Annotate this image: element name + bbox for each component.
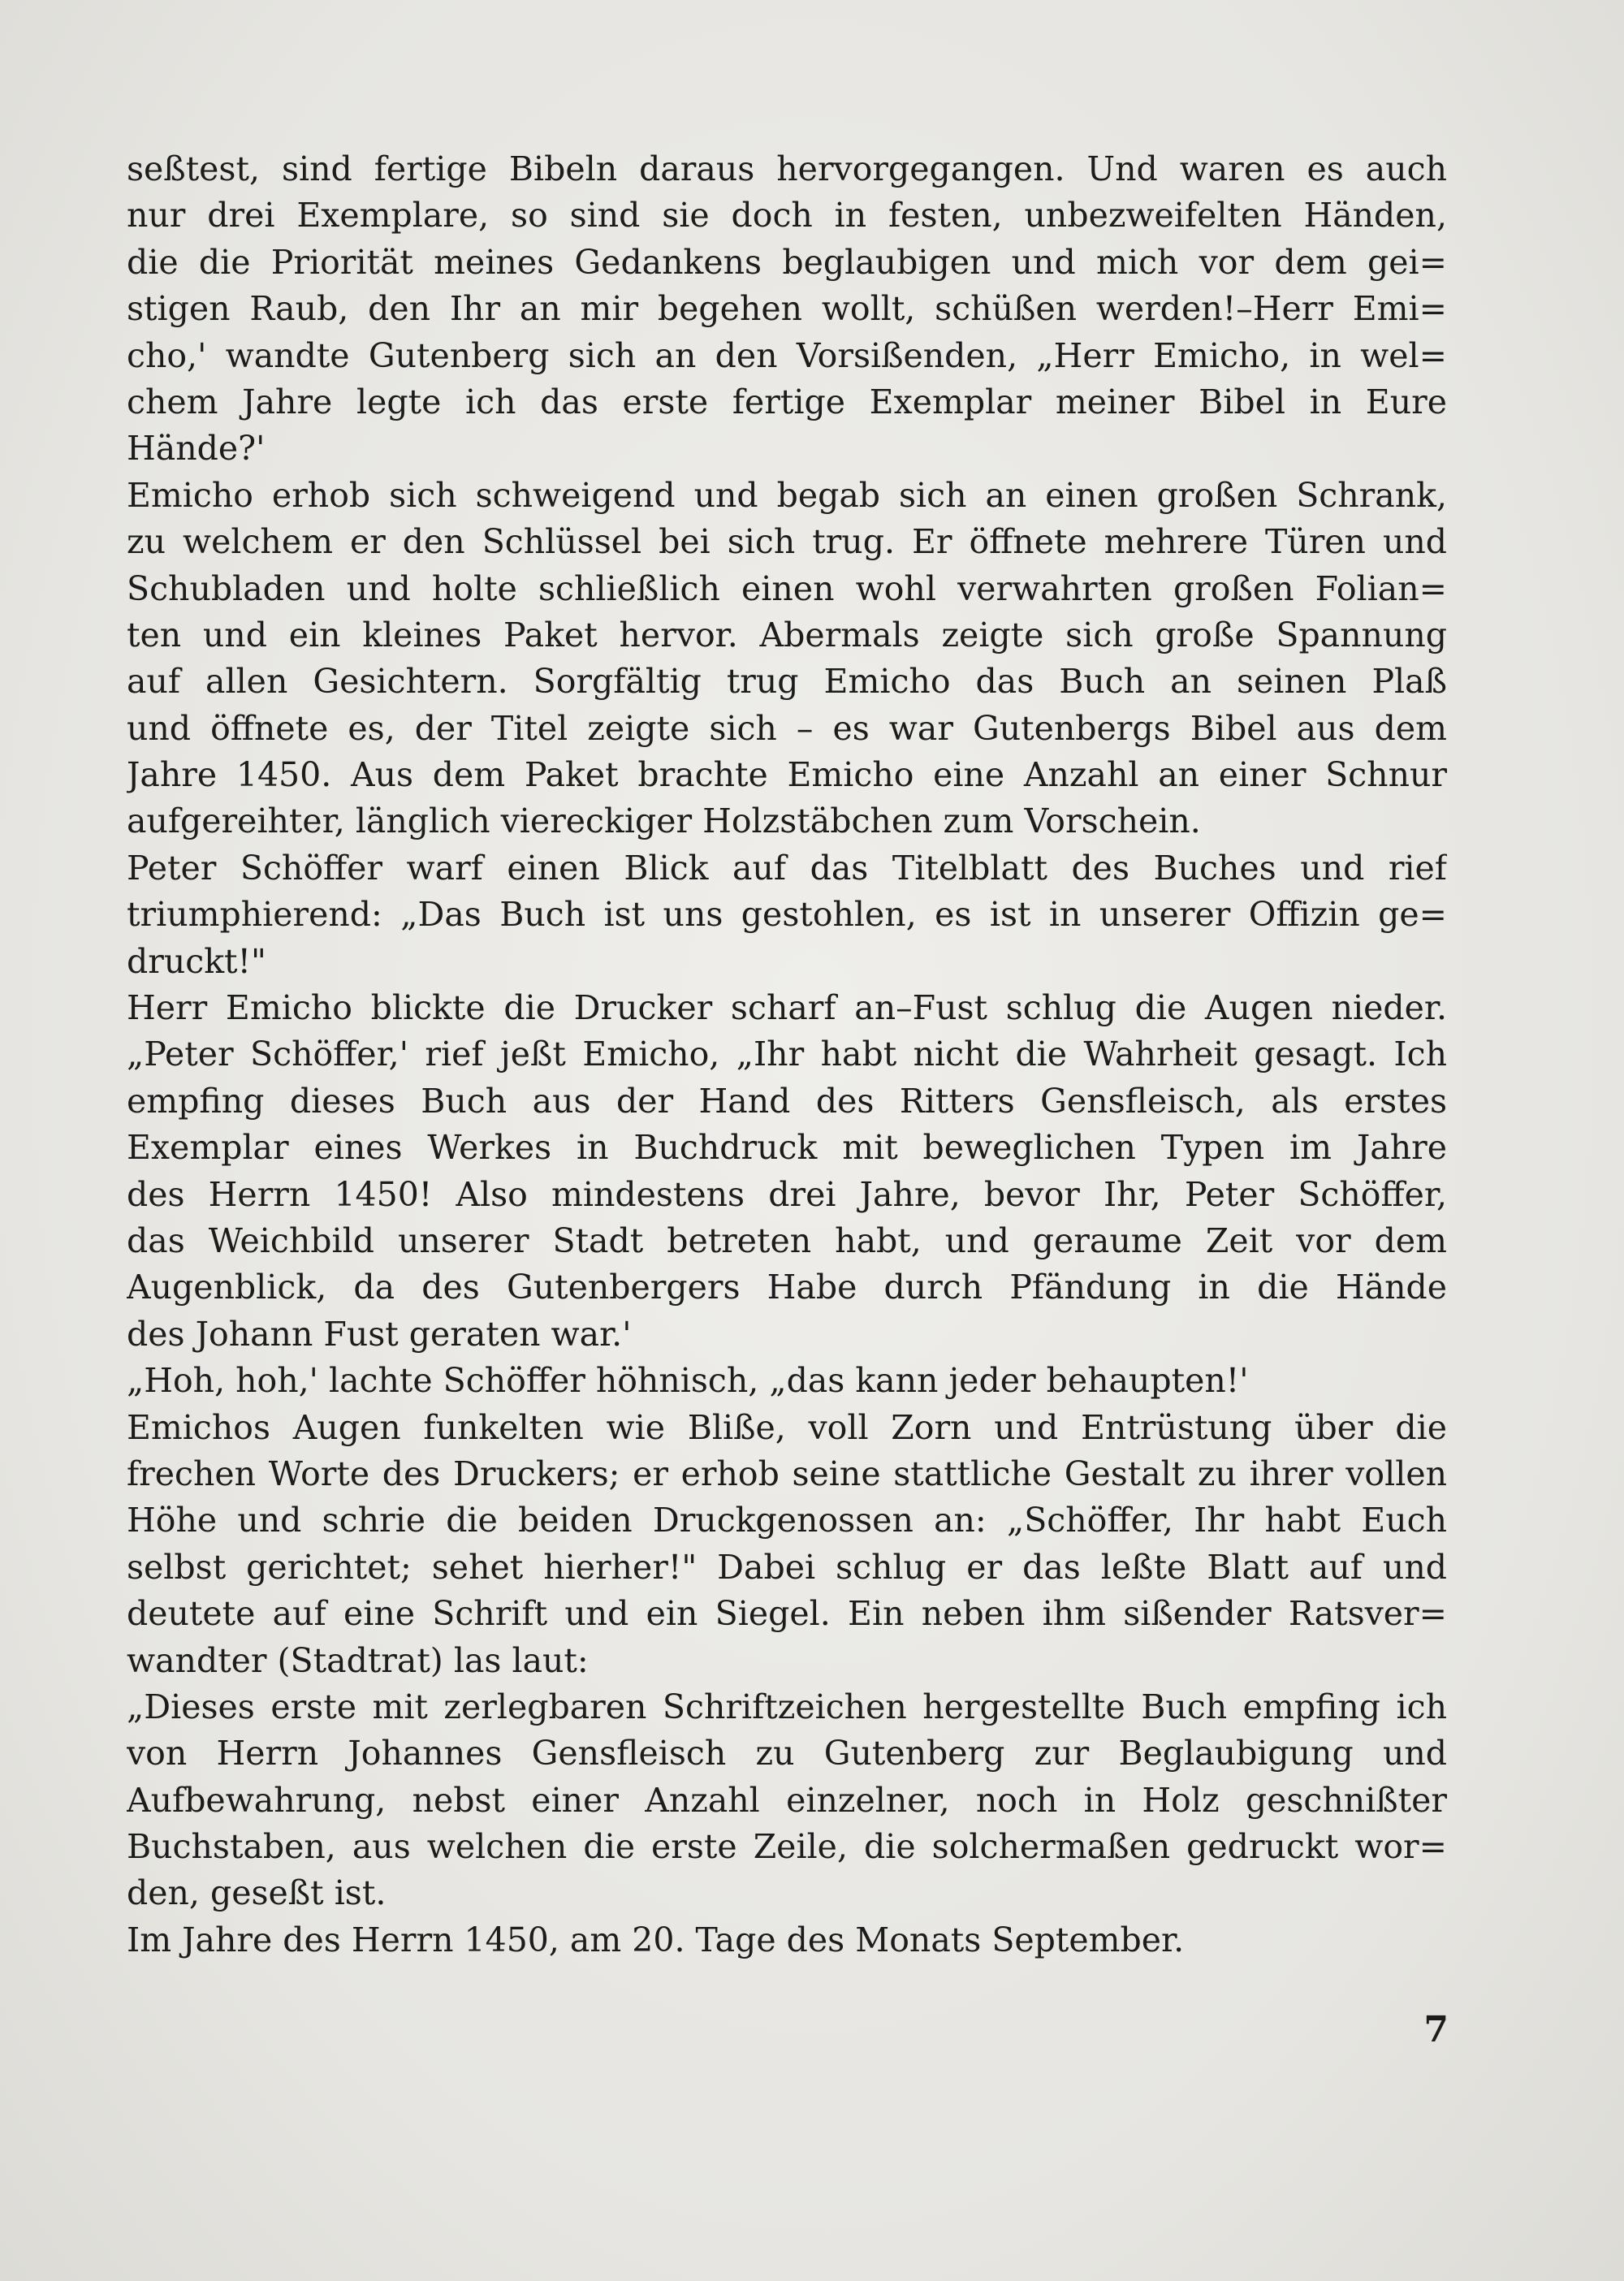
text-line: „Peter Schöffer,' rief jeßt Emicho, „Ihr habt nicht die Wahrheit gesagt. Ich bbox=[127, 1035, 1447, 1074]
text-line: von Herrn Johannes Gensfleisch zu Gutenberg zur Beglaubigung und bbox=[127, 1734, 1447, 1773]
text-line: Emichos Augen funkelten wie Bliße, voll Zorn und Entrüstung über die bbox=[127, 1407, 1447, 1447]
text-line: Höhe und schrie die beiden Druckgenossen an: „Schöffer, Ihr habt Euch bbox=[127, 1501, 1447, 1540]
text-line: „Hoh, hoh,' lachte Schöffer höhnisch, „das kann jeder behaupten!' bbox=[127, 1361, 1249, 1401]
text-line: Schubladen und holte schließlich einen wohl verwahrten großen Folian= bbox=[127, 568, 1447, 608]
text-line: aufgereihter, länglich viereckiger Holzstäbchen zum Vorschein. bbox=[127, 801, 1201, 841]
text-line: druckt!" bbox=[127, 941, 266, 981]
text-line: Augenblick, da des Gutenbergers Habe durch Pfändung in die Hände bbox=[127, 1268, 1447, 1307]
text-line: den, geseßt ist. bbox=[127, 1873, 387, 1913]
text-line: Exemplar eines Werkes in Buchdruck mit beweglichen Typen im Jahre bbox=[127, 1128, 1447, 1168]
text-line: des Herrn 1450! Also mindestens drei Jahre, bevor Ihr, Peter Schöffer, bbox=[127, 1174, 1447, 1214]
text-line: und öffnete es, der Titel zeigte sich – es war Gutenbergs Bibel aus dem bbox=[127, 708, 1447, 748]
text-line: Aufbewahrung, nebst einer Anzahl einzelner, noch in Holz geschnißter bbox=[127, 1780, 1447, 1820]
text-line: triumphierend: „Das Buch ist uns gestohlen, es ist in unserer Offizin ge= bbox=[127, 895, 1447, 935]
text-line: „Dieses erste mit zerlegbaren Schriftzeichen hergestellte Buch empfing ich bbox=[127, 1687, 1447, 1726]
text-line: selbst gerichtet; sehet hierher!" Dabei schlug er das leßte Blatt auf und bbox=[127, 1547, 1447, 1587]
page-number: 7 bbox=[1423, 2009, 1449, 2050]
text-line: ten und ein kleines Paket hervor. Abermals zeigte sich große Spannung bbox=[127, 615, 1447, 654]
text-line: die die Priorität meines Gedankens beglaubigen und mich vor dem gei= bbox=[127, 242, 1447, 282]
text-line: nur drei Exemplare, so sind sie doch in festen, unbezweifelten Händen, bbox=[127, 196, 1447, 235]
text-line: des Johann Fust geraten war.' bbox=[127, 1314, 632, 1354]
text-line: Peter Schöffer warf einen Blick auf das Titelblatt des Buches und rief bbox=[127, 848, 1447, 888]
text-line: deutete auf eine Schrift und ein Siegel. Ein neben ihm sißender Ratsver= bbox=[127, 1594, 1447, 1634]
text-line: Emicho erhob sich schweigend und begab sich an einen großen Schrank, bbox=[127, 475, 1447, 515]
text-line: seßtest, sind fertige Bibeln daraus hervorgegangen. Und waren es auch bbox=[127, 149, 1447, 188]
text-line: Hände?' bbox=[127, 429, 266, 469]
text-line: Buchstaben, aus welchen die erste Zeile, die solchermaßen gedruckt wor= bbox=[127, 1827, 1447, 1867]
text-line: auf allen Gesichtern. Sorgfältig trug Emicho das Buch an seinen Plaß bbox=[127, 662, 1447, 702]
text-line: cho,' wandte Gutenberg sich an den Vorsißenden, „Herr Emicho, in wel= bbox=[127, 335, 1447, 375]
text-line: zu welchem er den Schlüssel bei sich trug. Er öffnete mehrere Türen und bbox=[127, 522, 1447, 562]
text-line: Herr Emicho blickte die Drucker scharf an–Fust schlug die Augen nieder. bbox=[127, 988, 1447, 1028]
text-line: chem Jahre legte ich das erste fertige Exemplar meiner Bibel in Eure bbox=[127, 382, 1447, 421]
text-line: frechen Worte des Druckers; er erhob seine stattliche Gestalt zu ihrer vollen bbox=[127, 1454, 1447, 1493]
text-line: Jahre 1450. Aus dem Paket brachte Emicho eine Anzahl an einer Schnur bbox=[127, 755, 1447, 795]
text-line: das Weichbild unserer Stadt betreten habt, und geraume Zeit vor dem bbox=[127, 1220, 1447, 1260]
text-line: wandter (Stadtrat) las laut: bbox=[127, 1640, 589, 1680]
text-line: stigen Raub, den Ihr an mir begehen wollt, schüßen werden!–Herr Emi= bbox=[127, 289, 1447, 329]
text-line: Im Jahre des Herrn 1450, am 20. Tage des Monats September. bbox=[127, 1920, 1185, 1959]
body-text bbox=[127, 146, 1447, 1963]
text-line: empfing dieses Buch aus der Hand des Ritters Gensfleisch, als erstes bbox=[127, 1081, 1447, 1121]
